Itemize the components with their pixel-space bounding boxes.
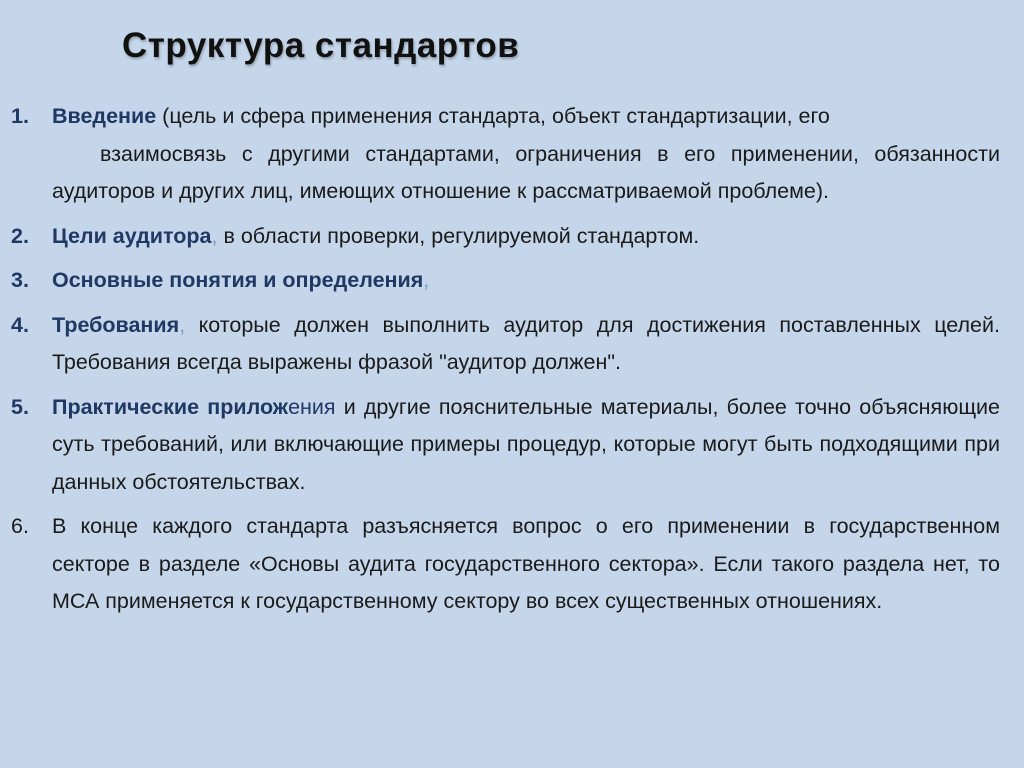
item-heading-mark: , [423,268,430,292]
item-number: 1. [11,104,29,128]
list-item-introduction [0,98,1024,211]
item-heading-continued: ения [288,394,336,419]
item-number: 3. [11,268,29,292]
item-number: 2. [11,223,29,248]
item-heading: Требования [52,312,180,337]
item-body: взаимосвязь с другими стандартами, ограничения в его применении, обязанности аудиторов и других лиц, имеющих отношение к рассматриваемой проблеме). [52,141,1000,203]
item-heading: Введение [52,104,157,128]
item-number: 5. [11,394,29,419]
standards-structure-list [0,98,1024,621]
item-heading: Практические прилож [52,394,289,419]
item-heading-mark: , [211,223,218,248]
item-number: 4. [11,312,29,337]
item-body: В конце каждого стандарта разъясняется вопрос о его применении в государственном секторе в разделе «Основы аудита государственного сектора». Если такого раздела нет, то МСА применяется к государственному сектору во всех существенных отношениях. [52,514,1000,613]
item-body: в области проверки, регулируемой стандартом. [217,223,700,248]
item-number: 6. [11,514,29,538]
list-item-requirements [0,307,1024,382]
item-body: и другие пояснительные материалы, более точно объясняющие суть требований, или включающие примеры процедур, которые могут быть подходящими при данных обстоятельствах. [52,394,1000,494]
item-body-first-line: (цель и сфера применения стандарта, объект стандартизации, его [156,104,830,128]
list-item-public-sector [0,508,1024,621]
list-item-practical-applications [0,389,1024,502]
item-heading: Основные понятия и определения [52,268,424,292]
slide-title: Структура стандартов [122,26,520,65]
list-item-auditor-goals [0,218,1024,256]
list-item-definitions [0,262,1024,300]
item-heading-mark: , [179,312,186,337]
item-heading: Цели аудитора [52,223,212,248]
item-body: которые должен выполнить аудитор для достижения поставленных целей. Требования всегда выражены фразой "аудитор должен". [52,312,1000,374]
